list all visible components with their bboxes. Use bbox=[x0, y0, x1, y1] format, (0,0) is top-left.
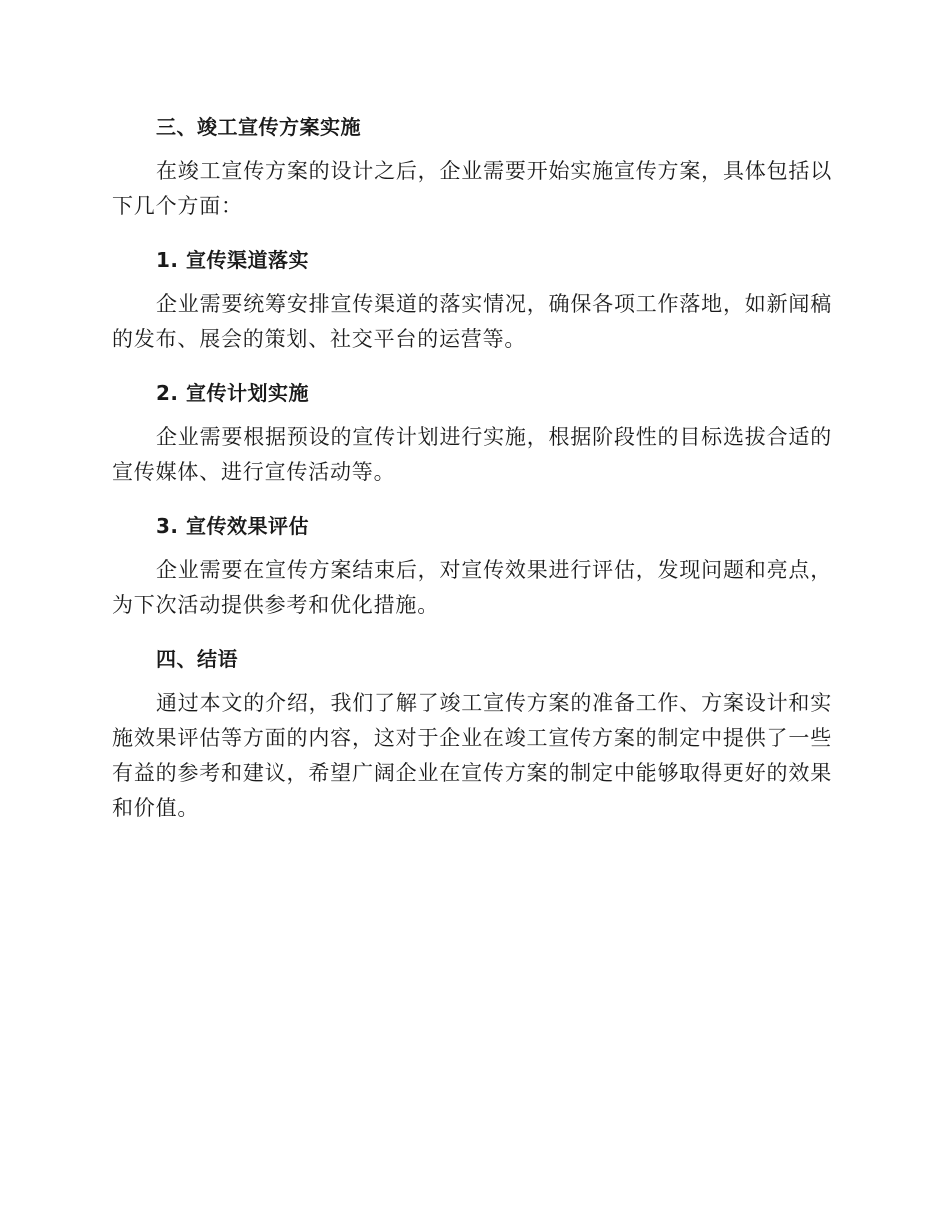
paragraph-implementation-intro: 在竣工宣传方案的设计之后，企业需要开始实施宣传方案，具体包括以下几个方面： bbox=[112, 159, 832, 218]
document-body bbox=[112, 108, 832, 843]
subheading-effect-evaluation: 3. 宣传效果评估 bbox=[156, 514, 309, 538]
subheading-channel-implementation: 1. 宣传渠道落实 bbox=[156, 248, 309, 272]
subheading-plan-implementation: 2. 宣传计划实施 bbox=[156, 381, 309, 405]
paragraph-channel-implementation: 企业需要统筹安排宣传渠道的落实情况，确保各项工作落地，如新闻稿的发布、展会的策划、社交平台的运营等。 bbox=[112, 292, 832, 351]
paragraph-effect-evaluation: 企业需要在宣传方案结束后，对宣传效果进行评估，发现问题和亮点，为下次活动提供参考和优化措施。 bbox=[112, 558, 832, 617]
section-heading-conclusion: 四、结语 bbox=[156, 647, 238, 671]
section-heading-implementation: 三、竣工宣传方案实施 bbox=[156, 115, 361, 139]
paragraph-plan-implementation: 企业需要根据预设的宣传计划进行实施，根据阶段性的目标选拔合适的宣传媒体、进行宣传活动等。 bbox=[112, 425, 832, 484]
paragraph-conclusion: 通过本文的介绍，我们了解了竣工宣传方案的准备工作、方案设计和实施效果评估等方面的内容，这对于企业在竣工宣传方案的制定中提供了一些有益的参考和建议，希望广阔企业在宣传方案的制定中能够取得更好的效果和价值。 bbox=[112, 691, 832, 820]
